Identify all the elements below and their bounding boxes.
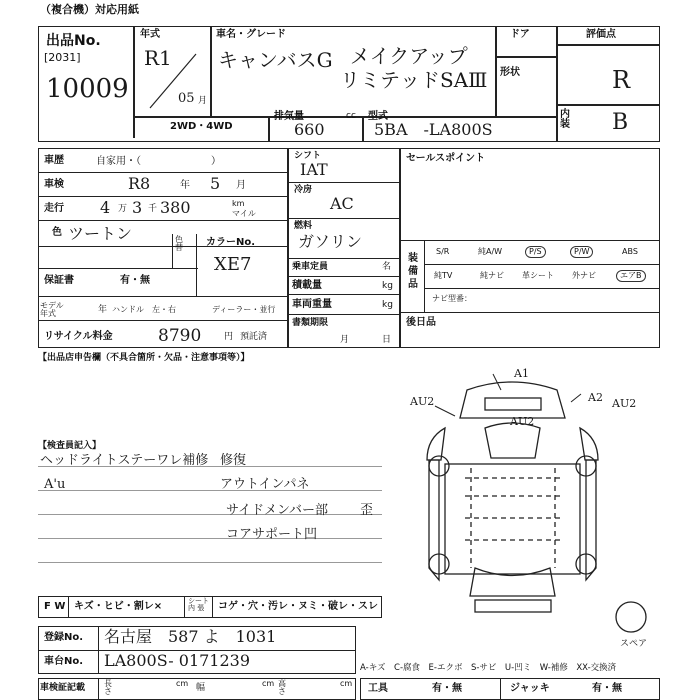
mileage-rest: 380 bbox=[160, 198, 191, 217]
footer-size-label: 車検証記載 bbox=[40, 683, 86, 693]
score-value: R bbox=[612, 66, 631, 94]
interior-value: B bbox=[612, 110, 629, 135]
fw-label: F W bbox=[44, 601, 66, 612]
type-label: 型式 bbox=[368, 111, 388, 122]
fw-items: キズ・ヒビ・割レ× bbox=[74, 601, 163, 612]
warranty-label: 保証書 bbox=[44, 275, 74, 286]
tool-label: 工具 bbox=[368, 683, 388, 694]
damage-mark-au2-left: AU2 bbox=[410, 395, 435, 408]
tool-value: 有・無 bbox=[432, 683, 462, 694]
load-label: 積載量 bbox=[292, 280, 322, 291]
color-code-label: カラーNo. bbox=[206, 237, 256, 248]
equipment-label: 装備品 bbox=[408, 253, 418, 290]
door-label: ドア bbox=[510, 29, 530, 40]
inspector-label: 【検査員記入】 bbox=[38, 441, 102, 451]
inspector-line4: サイドメンバー部 bbox=[226, 503, 329, 518]
model-grade-1: メイクアップ bbox=[350, 44, 468, 68]
shape-label: 形状 bbox=[500, 67, 520, 78]
sales-point-label: セールスポイント bbox=[406, 153, 486, 164]
registration-label: 登録No. bbox=[44, 632, 84, 643]
color-code: XE7 bbox=[214, 254, 252, 275]
year-era: R1 bbox=[144, 46, 172, 70]
footer-len: 長さ bbox=[104, 679, 112, 696]
year-label: 年式 bbox=[140, 29, 160, 40]
spare-label: スペア bbox=[620, 639, 648, 649]
inspector-line1b: 修復 bbox=[220, 453, 247, 468]
mileage-mile: マイル bbox=[232, 209, 256, 218]
weight-label: 車両重量 bbox=[292, 299, 332, 310]
warranty-value: 有・無 bbox=[120, 275, 150, 286]
fw-seat: シート内 張 bbox=[188, 597, 209, 612]
mileage-sen-unit: 千 bbox=[148, 204, 158, 214]
entry-no-label: 出品No. bbox=[46, 33, 101, 49]
mileage-man-unit: 万 bbox=[118, 204, 128, 214]
displacement-unit: cc bbox=[346, 111, 356, 121]
car-diagram bbox=[405, 368, 620, 618]
model-label: 車名・グレード bbox=[216, 29, 286, 40]
top-note: （複合機）対応用紙 bbox=[40, 3, 139, 16]
capacity-label: 乗車定員 bbox=[292, 262, 329, 272]
inspection-month-unit: 月 bbox=[236, 180, 246, 191]
equip-navi: 純ナビ bbox=[480, 271, 504, 280]
handle-value: ハンドル 左・右 bbox=[112, 305, 176, 314]
handle-year-label: 年 bbox=[98, 305, 108, 315]
equip-ext-navi: 外ナビ bbox=[572, 271, 596, 280]
year-month-unit: 月 bbox=[198, 96, 208, 106]
damage-mark-au2-center: AU2 bbox=[510, 415, 535, 428]
equip-tv: 純TV bbox=[434, 271, 453, 280]
inspection-year: R8 bbox=[128, 174, 151, 193]
mileage-man: 4 bbox=[100, 198, 111, 217]
jack-value: 有・無 bbox=[592, 683, 622, 694]
damage-mark-a1: A1 bbox=[514, 367, 529, 380]
damage-mark-a2: A2 bbox=[588, 391, 603, 404]
year-month: 05 bbox=[178, 91, 195, 106]
inspector-line1: ヘッドライトステーワレ補修 bbox=[40, 453, 209, 468]
jack-label: ジャッキ bbox=[510, 683, 550, 694]
doc-expiry-day: 日 bbox=[382, 335, 392, 345]
footer-w-unit: cm bbox=[262, 679, 275, 688]
footer-h: 高さ bbox=[278, 679, 286, 696]
weight-unit: kg bbox=[382, 300, 393, 310]
color-label: 色 bbox=[52, 227, 62, 238]
model-grade-2: リミテッドSAⅢ bbox=[340, 68, 488, 92]
equip-leather: 革シート bbox=[522, 271, 554, 280]
inspector-line5: コアサポート凹 bbox=[226, 527, 318, 542]
shift-value: IAT bbox=[300, 160, 328, 179]
capacity-unit: 名 bbox=[382, 262, 392, 272]
inspector-line3: アウトインパネ bbox=[220, 477, 310, 492]
model-year-label: モデル年式 bbox=[40, 301, 64, 318]
ac-value: AC bbox=[330, 194, 354, 213]
registration-value: 名古屋 587 よ 1031 bbox=[104, 627, 277, 646]
inspector-line4b: 歪 bbox=[360, 503, 374, 518]
equip-pw: P/W bbox=[570, 246, 593, 258]
recycle-value: 8790 bbox=[158, 326, 202, 346]
load-unit: kg bbox=[382, 281, 393, 291]
doc-expiry-month: 月 bbox=[340, 335, 350, 345]
recycle-unit: 円 bbox=[224, 332, 234, 342]
damage-mark-au2-right: AU2 bbox=[612, 397, 637, 410]
equip-sr: S/R bbox=[436, 247, 450, 256]
color-value: ツートン bbox=[68, 224, 133, 243]
chassis-value: LA800S- 0171239 bbox=[104, 651, 251, 670]
inspection-month: 5 bbox=[210, 174, 221, 193]
entry-stamp: [2031] bbox=[44, 51, 81, 64]
fw-more: コゲ・穴・汚レ・ヌミ・破レ・スレ bbox=[218, 601, 378, 612]
displacement-value: 660 bbox=[294, 120, 325, 139]
equip-abs: ABS bbox=[622, 247, 638, 256]
fuel-label: 燃料 bbox=[294, 221, 313, 231]
shift-label: シフト bbox=[294, 151, 322, 161]
fuel-value: ガソリン bbox=[298, 232, 363, 251]
paint-label: 色替 bbox=[175, 235, 183, 252]
footer-h-unit: cm bbox=[340, 679, 353, 688]
footer-len-unit: cm bbox=[176, 679, 189, 688]
doc-expiry-label: 書類期限 bbox=[292, 318, 329, 328]
equip-ps: P/S bbox=[525, 246, 546, 258]
declaration-label: 【出品店申告欄（不具合箇所・欠品・注意事項等）】 bbox=[38, 353, 250, 363]
chassis-label: 車台No. bbox=[44, 656, 84, 667]
history-value: 自家用・（ ） bbox=[96, 156, 221, 167]
drive-label: 2WD・4WD bbox=[170, 121, 233, 132]
mileage-sen: 3 bbox=[132, 198, 143, 217]
history-label: 車歴 bbox=[44, 155, 64, 166]
damage-legend: A-キズ C-腐食 E-エクボ S-サビ U-凹ミ W-補修 XX-交換済 bbox=[360, 663, 617, 673]
footer-w: 幅 bbox=[196, 683, 206, 693]
inspector-line2: A'u bbox=[44, 477, 66, 492]
recycle-label: リサイクル料金 bbox=[44, 331, 113, 342]
inspection-label: 車検 bbox=[44, 179, 64, 190]
details-block bbox=[38, 148, 288, 348]
recycle-note: 預託済 bbox=[240, 332, 268, 342]
mileage-km: km bbox=[232, 199, 245, 208]
post-date-label: 後日品 bbox=[406, 317, 436, 328]
mileage-label: 走行 bbox=[44, 203, 64, 214]
displacement-label: 排気量 bbox=[274, 111, 304, 122]
entry-number: 10009 bbox=[46, 74, 129, 104]
dealer-value: ディーラー・並行 bbox=[212, 305, 276, 314]
type-value: 5BA -LA800S bbox=[374, 120, 493, 139]
nav-model-label: ナビ型番： bbox=[432, 294, 472, 303]
model-name: キャンバスG bbox=[218, 48, 333, 72]
ac-label: 冷房 bbox=[294, 185, 313, 195]
interior-label: 内装 bbox=[560, 109, 570, 130]
inspection-year-unit: 年 bbox=[180, 180, 190, 191]
equip-airbag: エアB bbox=[616, 270, 646, 282]
spare-tire-icon bbox=[614, 600, 648, 634]
score-label: 評価点 bbox=[586, 29, 616, 40]
equip-alloy: 純A/W bbox=[478, 247, 503, 256]
